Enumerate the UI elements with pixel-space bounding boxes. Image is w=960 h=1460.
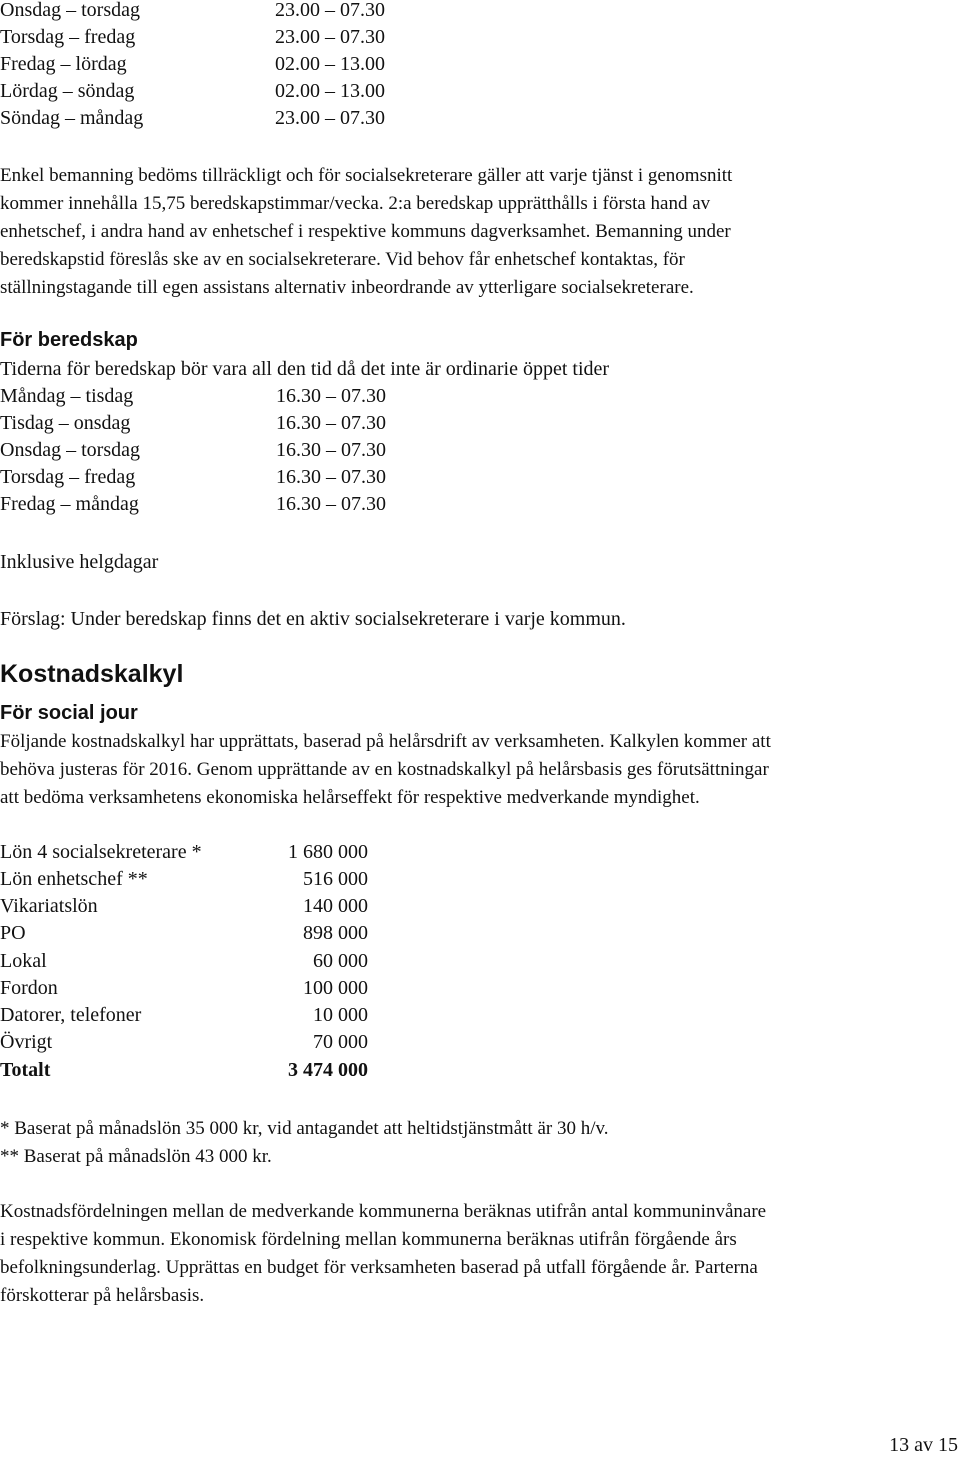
heading-kostnadskalkyl: Kostnadskalkyl [0, 660, 184, 688]
footnotes [0, 1115, 958, 1171]
beredskap-intro: Tiderna för beredskap bör vara all den tid då det inte är ordinarie öppet tider [0, 358, 610, 380]
paragraph-line: Följande kostnadskalkyl har upprättats, baserad på helårsdrift av verksamheten. Kalkylen kommer att [0, 731, 771, 752]
footnote: * Baserat på månadslön 35 000 kr, vid antagandet att heltidstjänstmått är 30 h/v. [0, 1118, 609, 1139]
paragraph-line: behöva justeras för 2016. Genom upprättande av en kostnadskalkyl på helårsbasis ges förutsättningar [0, 759, 769, 780]
total-value: 3 474 000 [288, 1059, 368, 1081]
cost-label: Vikariatslön [0, 895, 98, 917]
cost-value: 516 000 [303, 868, 368, 890]
schedule-time: 16.30 – 07.30 [276, 466, 386, 488]
schedule-day: Fredag – lördag [0, 53, 127, 75]
schedule-day: Torsdag – fredag [0, 466, 136, 488]
cost-value: 70 000 [313, 1031, 368, 1053]
paragraph-line: Enkel bemanning bedöms tillräckligt och för socialsekreterare gäller att varje tjänst i genomsnitt [0, 165, 733, 186]
heading-beredskap: För beredskap [0, 329, 138, 351]
schedule-time: 16.30 – 07.30 [276, 412, 386, 434]
schedule-day: Onsdag – torsdag [0, 439, 140, 461]
paragraph-line: att bedöma verksamhetens ekonomiska helårseffekt för respektive medverkande myndighet. [0, 787, 700, 808]
inklusive-helgdagar: Inklusive helgdagar [0, 551, 159, 573]
schedule-day: Fredag – måndag [0, 493, 139, 515]
cost-value: 898 000 [303, 922, 368, 944]
page-number: 13 av 15 [889, 1434, 958, 1456]
cost-label: PO [0, 922, 26, 944]
schedule-time: 16.30 – 07.30 [276, 385, 386, 407]
schedule-day: Lördag – söndag [0, 80, 135, 102]
cost-label: Lokal [0, 950, 47, 972]
schedule-day: Torsdag – fredag [0, 26, 136, 48]
cost-value: 1 680 000 [288, 841, 368, 863]
footnote: ** Baserat på månadslön 43 000 kr. [0, 1146, 272, 1167]
total-label: Totalt [0, 1059, 51, 1081]
schedule-day: Onsdag – torsdag [0, 0, 140, 21]
schedule-day: Måndag – tisdag [0, 385, 134, 407]
staffing-paragraph [0, 162, 958, 302]
schedule-time: 16.30 – 07.30 [276, 493, 386, 515]
heading-social-jour: För social jour [0, 702, 138, 724]
cost-value: 10 000 [313, 1004, 368, 1026]
schedule-day: Söndag – måndag [0, 107, 144, 129]
schedule-day: Tisdag – onsdag [0, 412, 131, 434]
paragraph-line: Kostnadsfördelningen mellan de medverkande kommunerna beräknas utifrån antal kommuninvånare [0, 1201, 767, 1222]
paragraph-line: kommer innehålla 15,75 beredskapstimmar/vecka. 2:a beredskap upprätthålls i första hand av [0, 193, 711, 214]
schedule-time: 23.00 – 07.30 [275, 107, 385, 129]
kalkyl-paragraph [0, 728, 958, 812]
schedule-time: 16.30 – 07.30 [276, 439, 386, 461]
forslag-text: Förslag: Under beredskap finns det en aktiv socialsekreterare i varje kommun. [0, 608, 626, 630]
cost-label: Lön 4 socialsekreterare * [0, 841, 202, 863]
schedule-time: 23.00 – 07.30 [275, 0, 385, 21]
paragraph-line: enhetschef, i andra hand av enhetschef i respektive kommuns dagverksamhet. Bemanning under [0, 221, 731, 242]
schedule-time: 23.00 – 07.30 [275, 26, 385, 48]
paragraph-line: förskotterar på helårsbasis. [0, 1285, 205, 1306]
cost-label: Datorer, telefoner [0, 1004, 142, 1026]
schedule-time: 02.00 – 13.00 [275, 80, 385, 102]
cost-value: 100 000 [303, 977, 368, 999]
paragraph-line: i respektive kommun. Ekonomisk fördelning mellan kommunerna beräknas utifrån förgående års [0, 1229, 737, 1250]
paragraph-line: ställningstagande till egen assistans alternativ inbeordrande av ytterligare socialsekreterare. [0, 277, 694, 298]
paragraph-line: beredskapstid föreslås ske av en socialsekreterare. Vid behov får enhetschef kontaktas, för [0, 249, 685, 270]
cost-value: 60 000 [313, 950, 368, 972]
schedule-time: 02.00 – 13.00 [275, 53, 385, 75]
cost-label: Fordon [0, 977, 58, 999]
paragraph-line: befolkningsunderlag. Upprättas en budget för verksamheten baserad på utfall förgående år. Parterna [0, 1257, 758, 1278]
cost-label: Övrigt [0, 1031, 53, 1053]
cost-label: Lön enhetschef ** [0, 868, 148, 890]
cost-value: 140 000 [303, 895, 368, 917]
fordelning-paragraph [0, 1198, 958, 1310]
